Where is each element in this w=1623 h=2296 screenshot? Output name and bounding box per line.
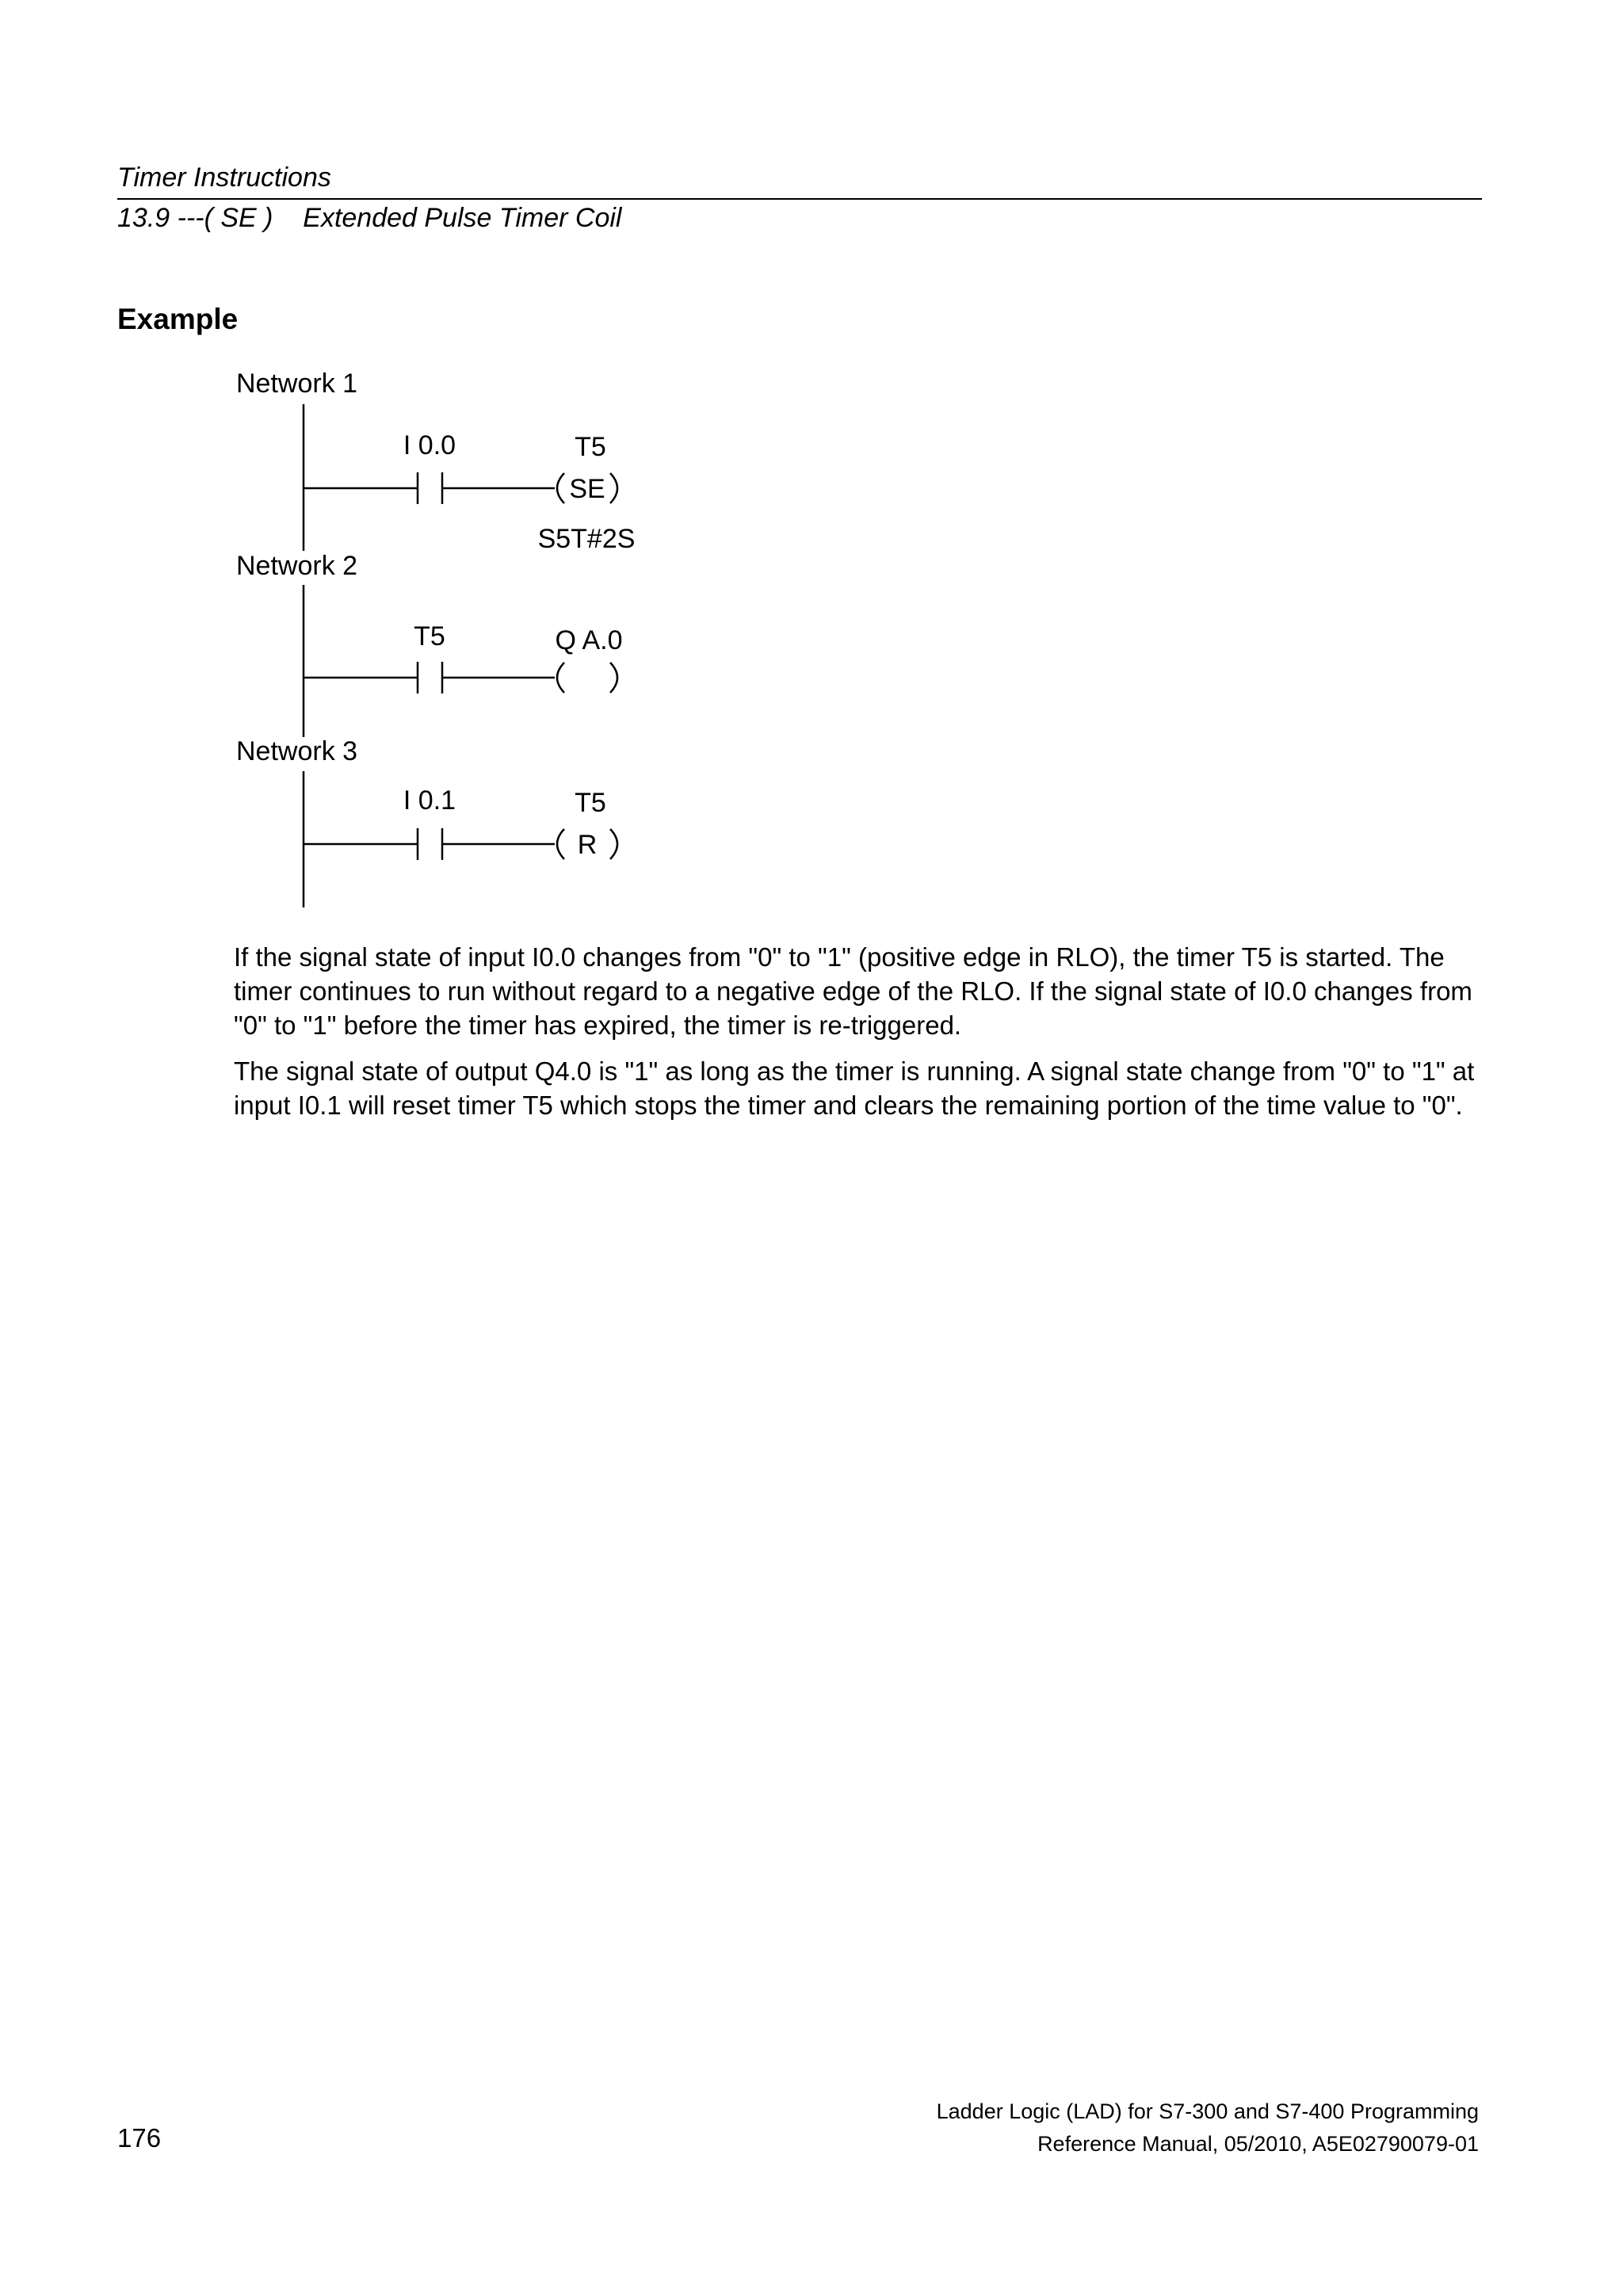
coil-right-arc-network-2 [610, 663, 617, 693]
coil-operand: T5 [575, 788, 606, 818]
body-paragraph: If the signal state of input I0.0 changes from "0" to "1" (positive edge in RLO), the timer T5 is started. The timer continues to run without regard to a negative edge of the RLO. If the signal state of I0.0 changes from "0" to "1" before the timer has expired, the timer is re-triggered. [234, 942, 1472, 1040]
ladder-diagram-svg [222, 361, 697, 915]
network-label: Network 1 [236, 369, 358, 399]
coil-text: SE [569, 474, 605, 504]
ladder-diagram [222, 361, 697, 915]
coil-text: R [577, 830, 598, 860]
footer-manual-title: Ladder Logic (LAD) for S7-300 and S7-400 Programming [936, 2099, 1479, 2123]
contact-operand: I 0.0 [403, 430, 456, 460]
contact-operand: I 0.1 [403, 785, 456, 816]
coil-left-arc-network-3 [557, 829, 564, 859]
running-header-subsection: 13.9 ---( SE ) Extended Pulse Timer Coil [117, 203, 622, 233]
coil-left-arc-network-1 [557, 473, 564, 503]
contact-operand: T5 [414, 621, 445, 651]
coil-operand: Q A.0 [555, 625, 623, 655]
timer-preset: S5T#2S [537, 524, 636, 554]
body-paragraph: The signal state of output Q4.0 is "1" as long as the timer is running. A signal state change from "0" to "1" at input I0.1 will reset timer T5 which stops the timer and clears the remaining portion of the time value to "0". [234, 1056, 1475, 1120]
running-header-section: Timer Instructions [117, 162, 331, 193]
coil-right-arc-network-3 [610, 829, 617, 859]
footer-manual-reference: Reference Manual, 05/2010, A5E02790079-01 [1037, 2132, 1479, 2156]
example-heading: Example [117, 303, 239, 335]
coil-left-arc-network-2 [557, 663, 564, 693]
coil-right-arc-network-1 [610, 473, 617, 503]
coil-operand: T5 [575, 432, 606, 462]
network-label: Network 3 [236, 736, 358, 766]
page-number: 176 [117, 2123, 162, 2153]
network-label: Network 2 [236, 551, 358, 581]
